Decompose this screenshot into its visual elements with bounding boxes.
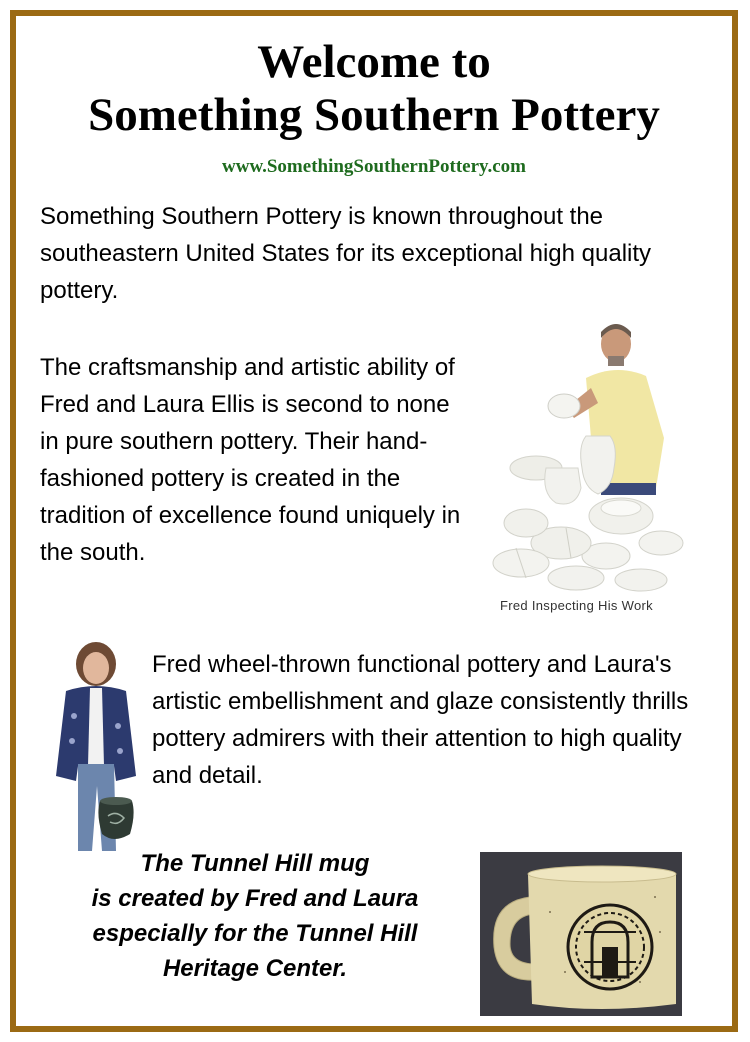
title-line-2: Something Southern Pottery bbox=[88, 88, 660, 141]
fred-inspecting-pottery-image bbox=[486, 318, 686, 598]
title-line-1: Welcome to bbox=[257, 36, 491, 88]
mug-image bbox=[480, 852, 682, 1016]
closing-line-2: is created by Fred and Laura bbox=[91, 885, 419, 912]
closing-line-3: especially for the Tunnel Hill bbox=[92, 920, 418, 947]
laura-photo bbox=[44, 636, 144, 861]
intro-paragraph-1: Something Southern Pottery is known throughout the southeastern United States for its exceptional high quality pottery. bbox=[40, 203, 652, 304]
fred-photo bbox=[486, 318, 686, 613]
closing-line-4: Heritage Center. bbox=[162, 955, 348, 982]
craft-paragraph: Fred wheel-thrown functional pottery and Laura's artistic embellishment and glaze consistently thrills pottery admirers with their attention to high quality and detail. bbox=[152, 651, 689, 789]
page-frame bbox=[10, 10, 738, 1032]
page-title bbox=[16, 36, 732, 141]
photo-caption: Fred Inspecting His Work bbox=[500, 598, 653, 613]
closing-line-1: The Tunnel Hill mug bbox=[140, 850, 370, 877]
tunnel-hill-mug-text bbox=[40, 846, 470, 986]
website-url[interactable]: www.SomethingSouthernPottery.com bbox=[222, 156, 526, 177]
laura-standing-image bbox=[44, 636, 144, 861]
tunnel-hill-mug-photo bbox=[480, 852, 682, 1016]
intro-paragraph-2: The craftsmanship and artistic ability of Fred and Laura Ellis is second to none in pure southern pottery. Their hand-fashioned pottery is created in the tradition of excellence found uniquely in the south. bbox=[40, 354, 461, 566]
